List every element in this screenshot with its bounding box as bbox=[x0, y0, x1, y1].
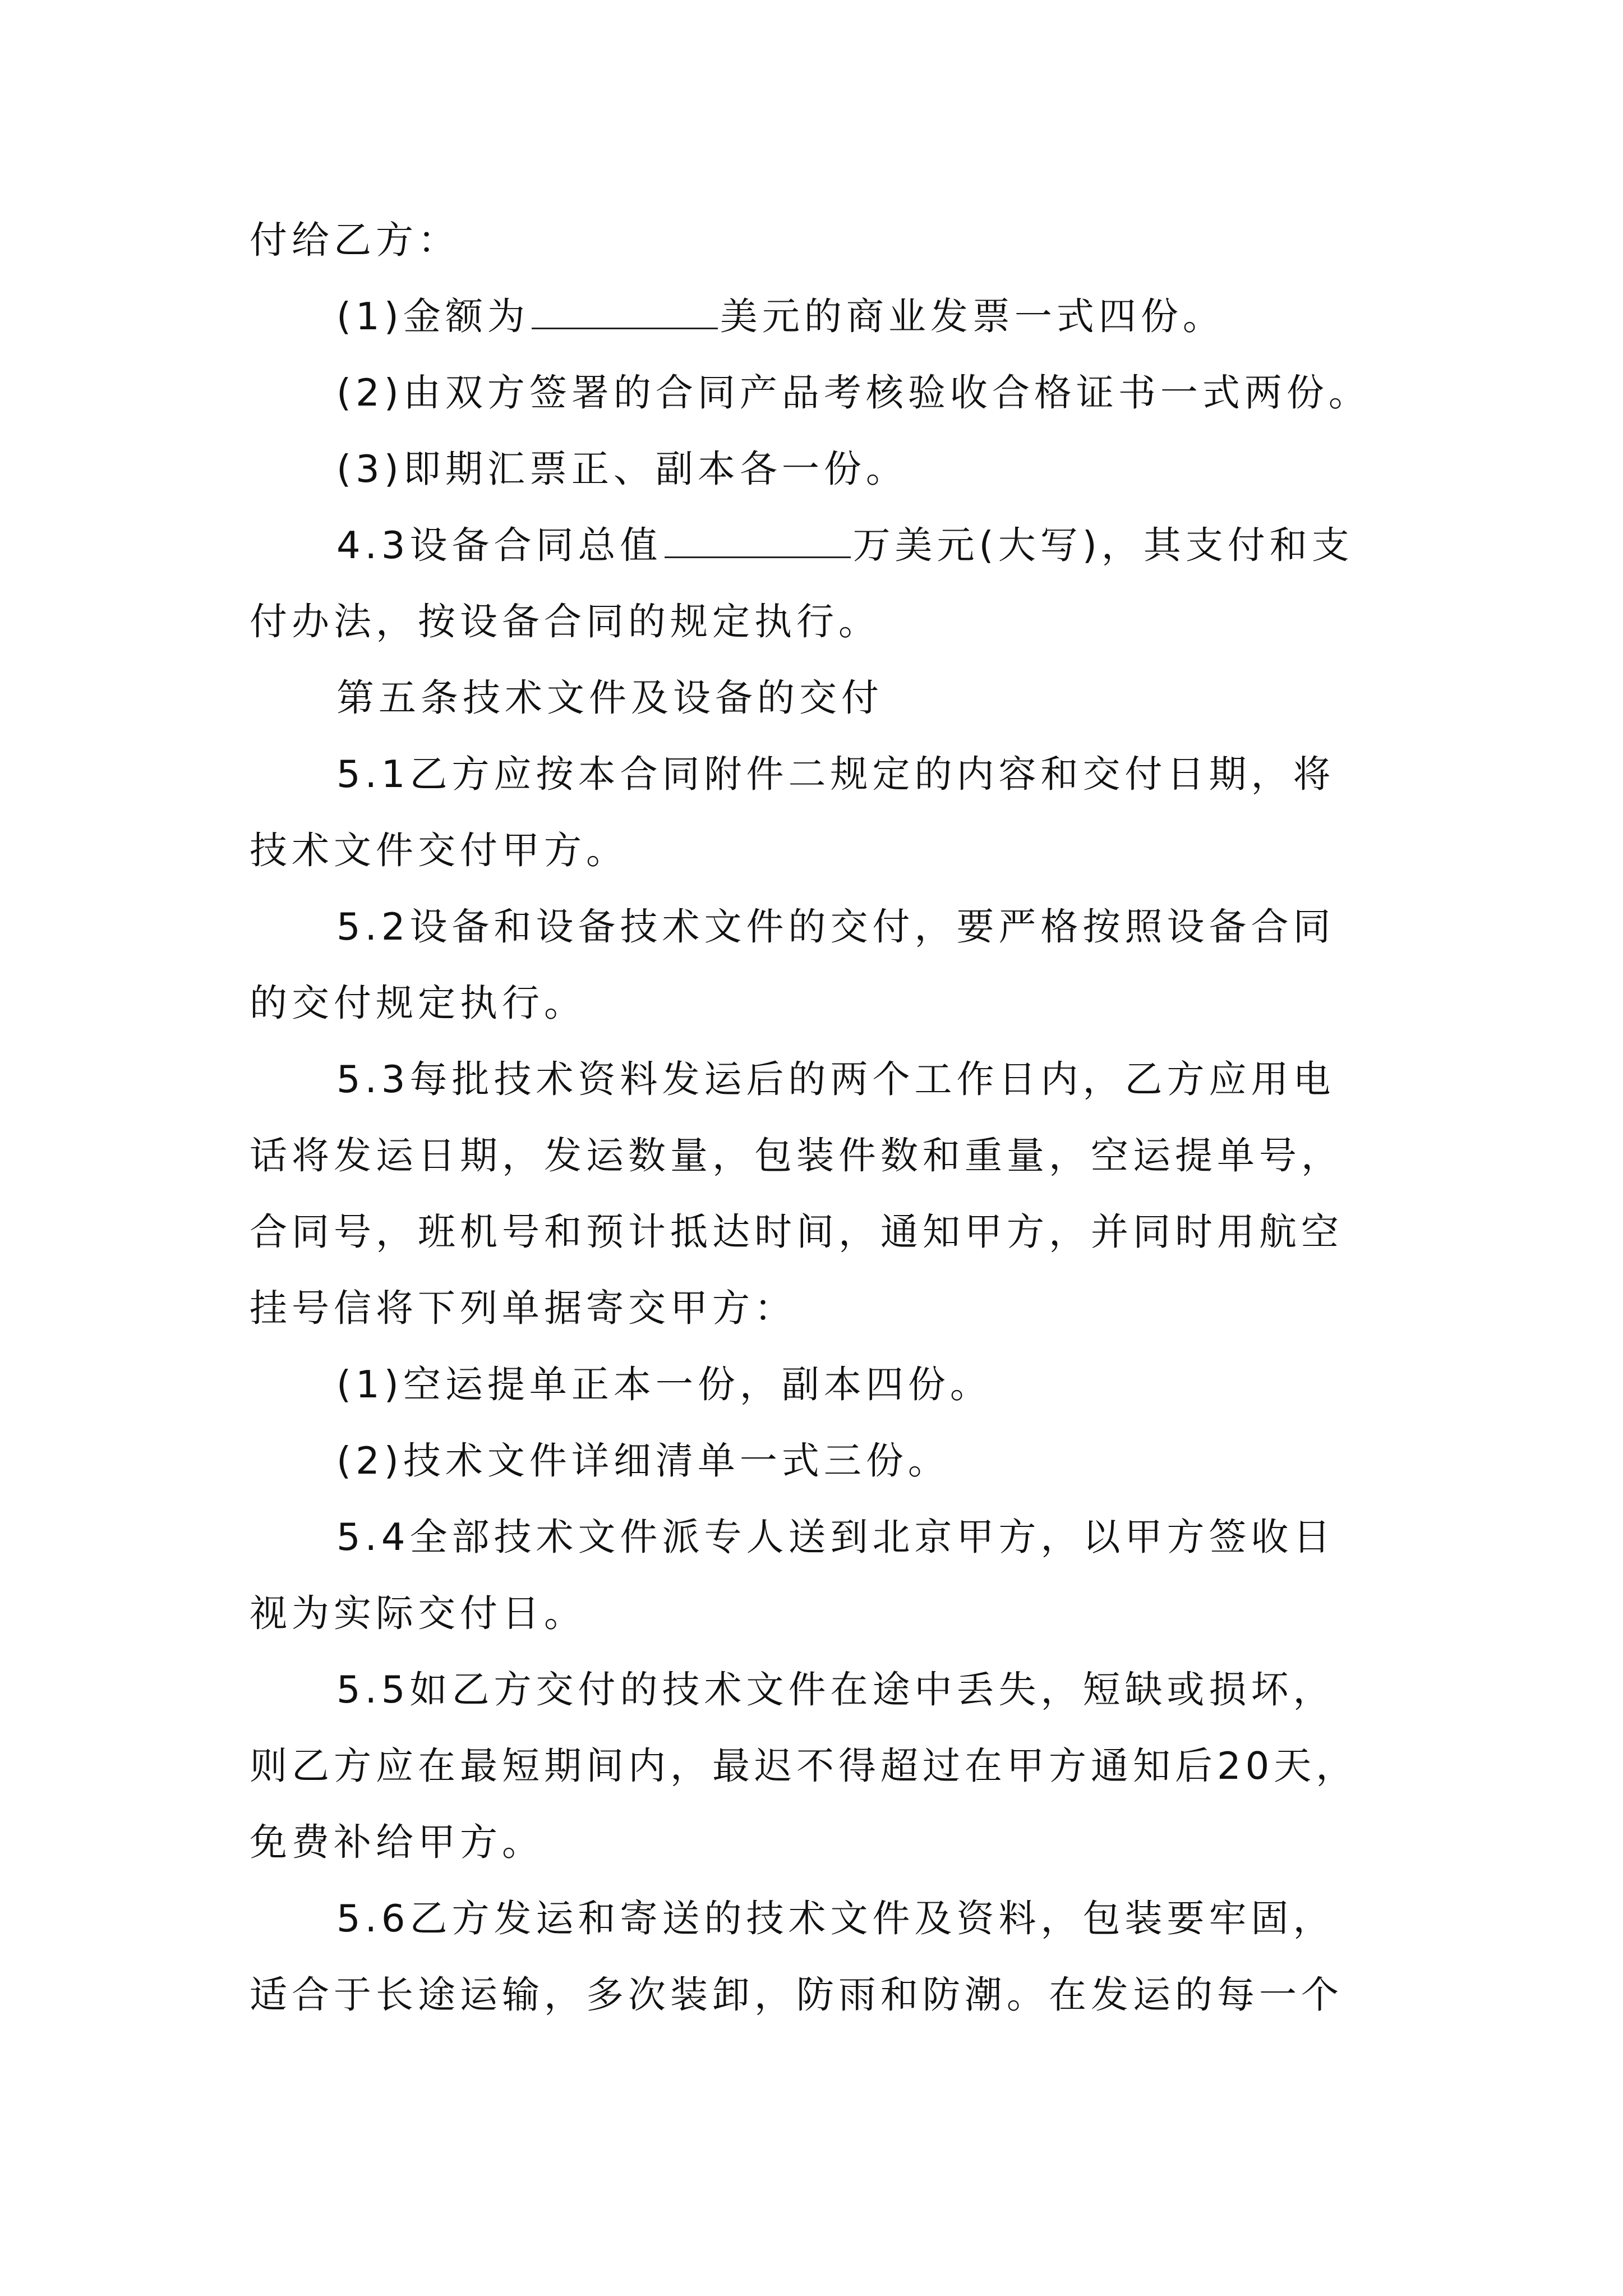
text-line: 适合于长途运输，多次装卸，防雨和防潮。在发运的每一个 bbox=[250, 1973, 1343, 2017]
text-line: 的交付规定执行。 bbox=[250, 981, 586, 1025]
text-line: 5.6乙方发运和寄送的技术文件及资料，包装要牢固， bbox=[336, 1897, 1335, 1940]
text-line: 话将发运日期，发运数量，包装件数和重量，空运提单号， bbox=[250, 1134, 1343, 1177]
text-line: 则乙方应在最短期间内，最迟不得超过在甲方通知后20天， bbox=[250, 1744, 1358, 1788]
text-segment: 万美元(大写)，其支付和支 bbox=[852, 523, 1354, 567]
section-heading: 第五条技术文件及设备的交付 bbox=[336, 676, 883, 720]
text-segment: 美元的商业发票一式四份。 bbox=[720, 295, 1225, 338]
text-line: (1)空运提单正本一份，副本四份。 bbox=[336, 1363, 992, 1406]
text-line: 视为实际交付日。 bbox=[250, 1591, 586, 1635]
text-line: (3)即期汇票正、副本各一份。 bbox=[336, 447, 908, 491]
text-line: (2)由双方签署的合同产品考核验收合格证书一式两份。 bbox=[336, 371, 1371, 415]
text-line: 5.5如乙方交付的技术文件在途中丢失，短缺或损坏， bbox=[336, 1668, 1335, 1711]
text-line: (2)技术文件详细清单一式三份。 bbox=[336, 1439, 950, 1483]
text-line: 合同号，班机号和预计抵达时间，通知甲方，并同时用航空 bbox=[250, 1210, 1343, 1254]
text-line bbox=[336, 523, 1354, 568]
text-line: 技术文件交付甲方。 bbox=[250, 829, 628, 872]
text-line: 5.3每批技术资料发运后的两个工作日内，乙方应用电 bbox=[336, 1057, 1335, 1101]
text-line: 免费补给甲方。 bbox=[250, 1820, 544, 1864]
text-segment: 4.3设备合同总值 bbox=[336, 523, 662, 567]
text-line: 5.2设备和设备技术文件的交付，要严格按照设备合同 bbox=[336, 905, 1335, 949]
text-line: 5.4全部技术文件派专人送到北京甲方，以甲方签收日 bbox=[336, 1515, 1335, 1559]
blank-total-value-field bbox=[665, 524, 851, 558]
text-segment: (1)金额为 bbox=[336, 295, 529, 338]
text-line: 付给乙方： bbox=[250, 218, 460, 262]
text-line bbox=[336, 294, 1225, 339]
text-line: 5.1乙方应按本合同附件二规定的内容和交付日期，将 bbox=[336, 752, 1335, 796]
blank-amount-field bbox=[532, 295, 718, 329]
text-line: 挂号信将下列单据寄交甲方： bbox=[250, 1286, 796, 1330]
text-line: 付办法，按设备合同的规定执行。 bbox=[250, 600, 880, 643]
